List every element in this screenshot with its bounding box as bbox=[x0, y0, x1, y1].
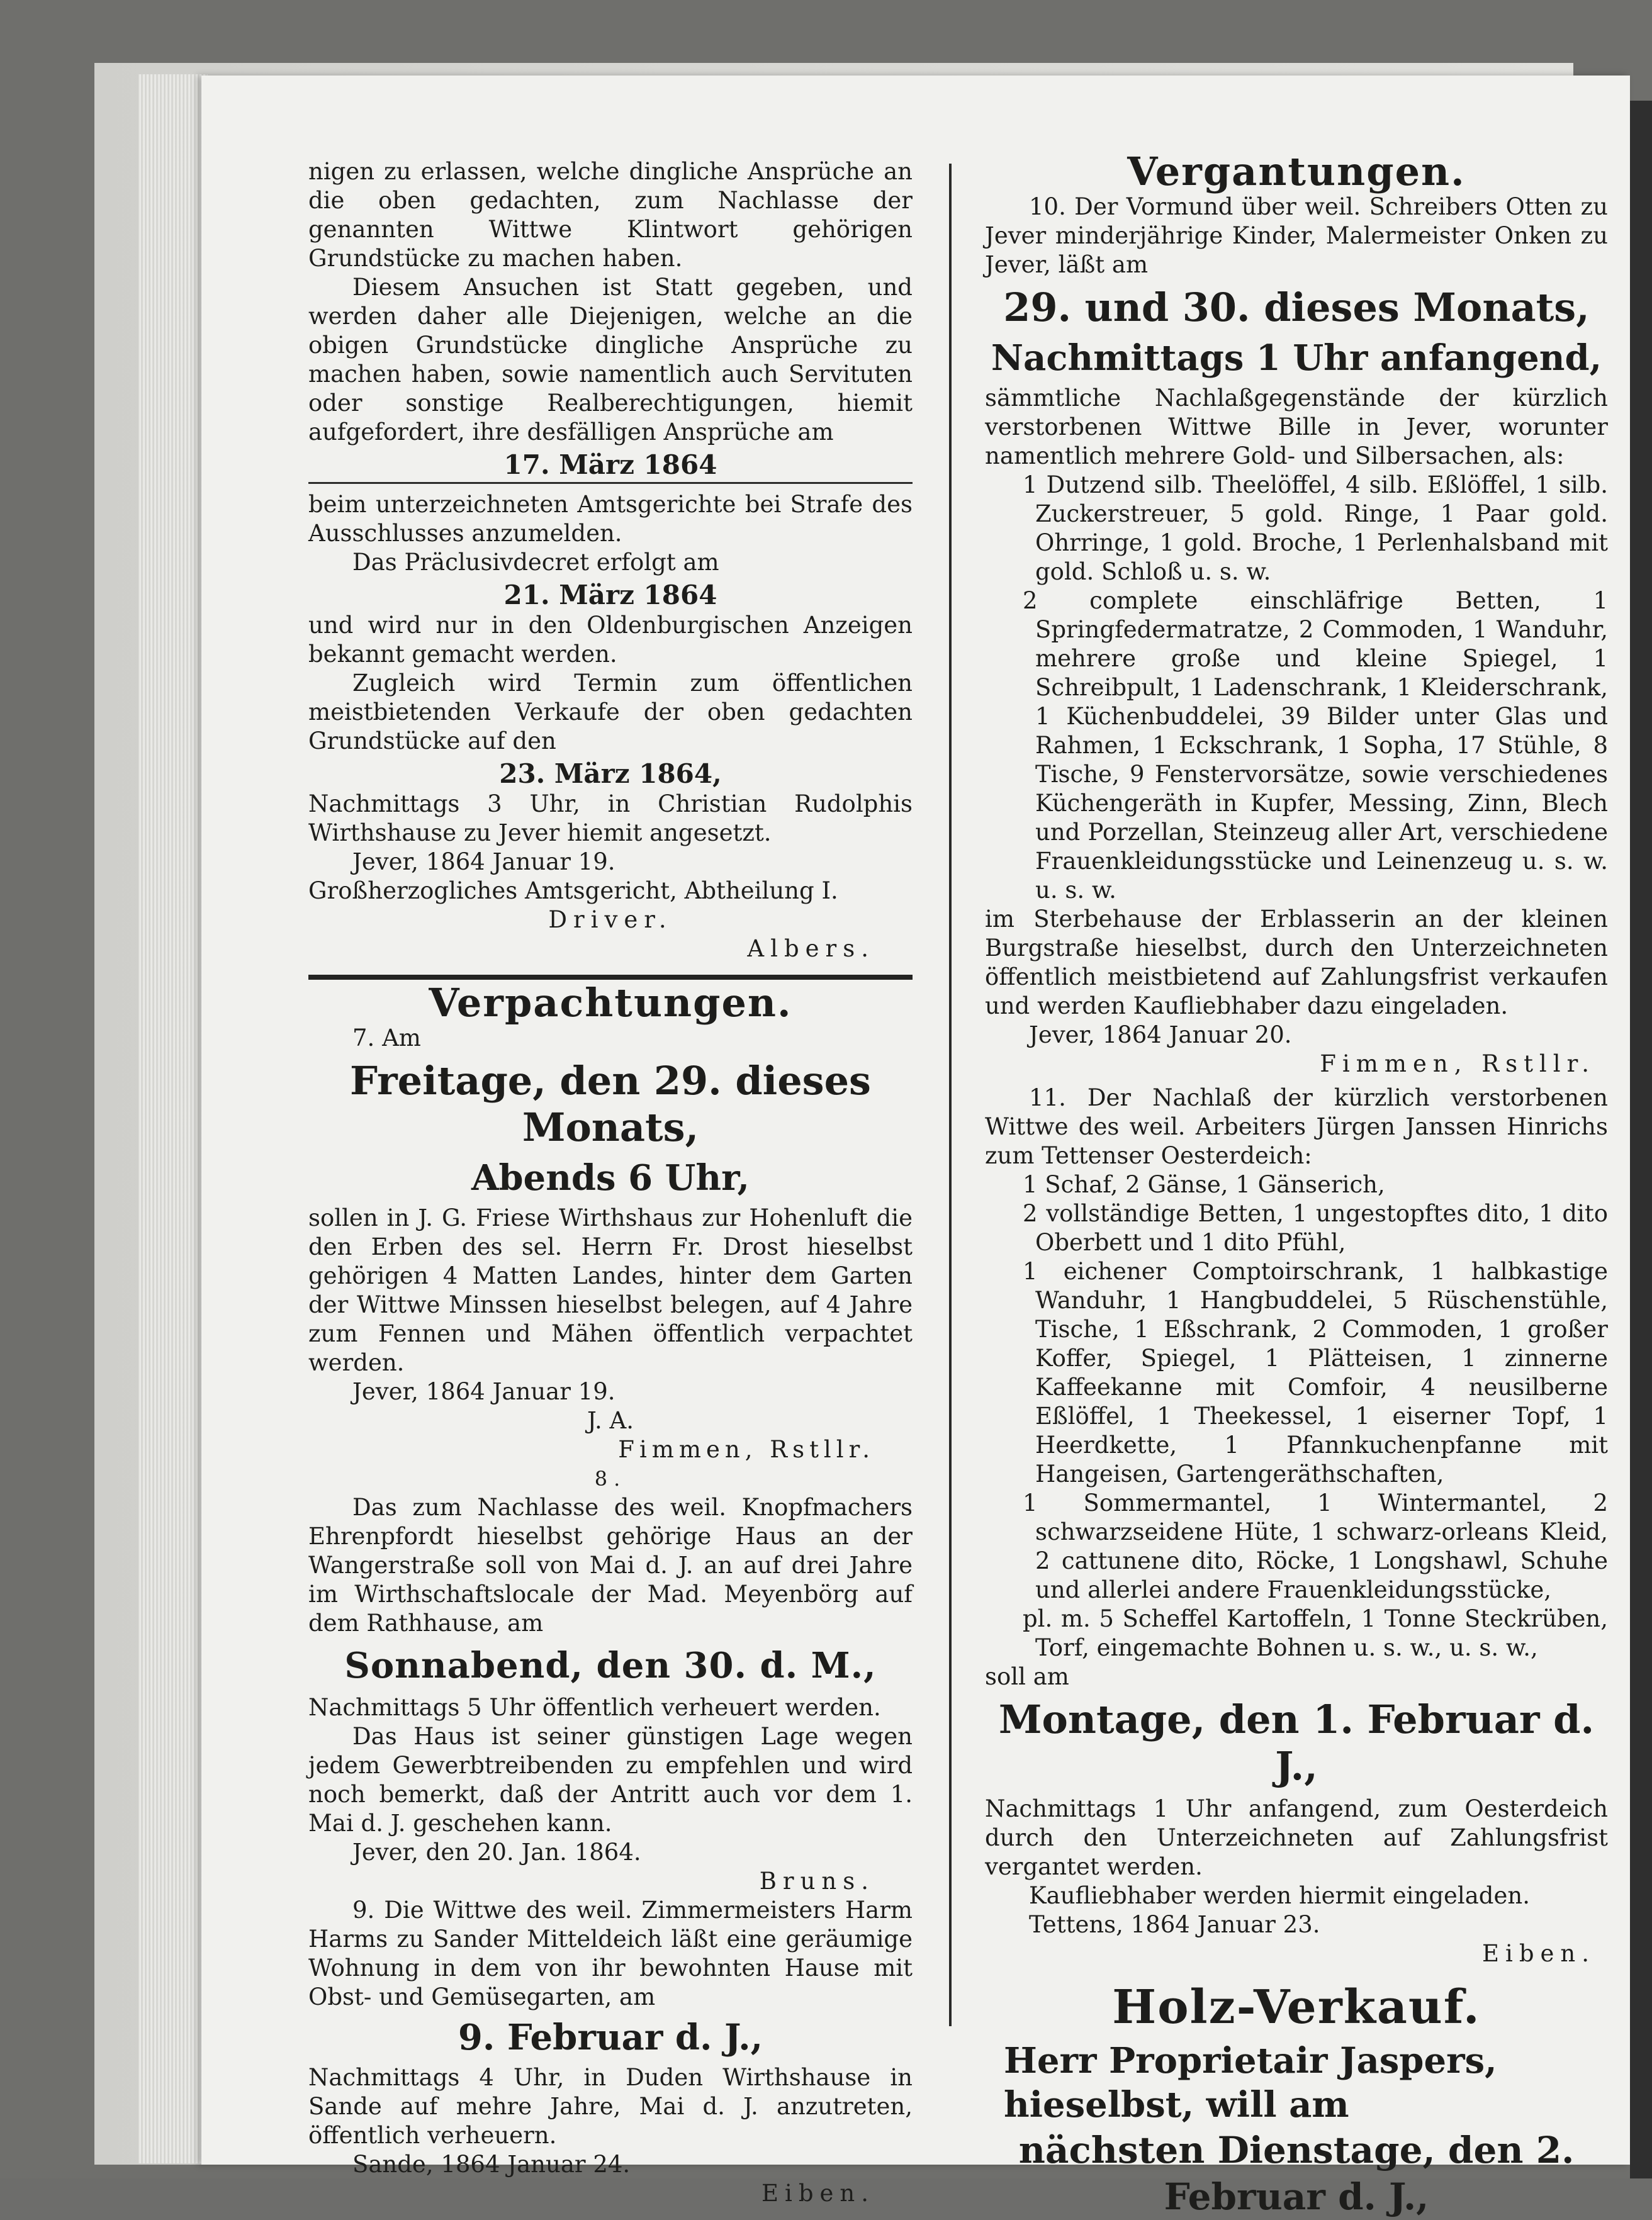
notice-9-text: 9. Die Wittwe des weil. Zimmermeisters Harm Harms zu Sander Mitteldeich läßt eine geräumige Wohnung in dem von ihr bewohnten Hause mit Obst- und Gemüsegarten, am bbox=[308, 1897, 913, 2010]
notice-7-place-date: Jever, 1864 Januar 19. bbox=[352, 1378, 615, 1405]
notice-8-number: 8. bbox=[594, 1467, 627, 1491]
notice-9-headline: 9. Februar d. J., bbox=[458, 2017, 763, 2058]
notice-7-ia: J. A. bbox=[587, 1407, 634, 1434]
holz-verkauf-date: nächsten Dienstage, den 2. bbox=[1018, 2129, 1575, 2172]
left-column bbox=[308, 157, 913, 2208]
notice-11-text: 11. Der Nachlaß der kürzlich verstorbenen Wittwe des weil. Arbeiters Jürgen Janssen Hinrichs zum Tettenser Oesterdeich: bbox=[985, 1084, 1608, 1169]
notice-11-soll-am: soll am bbox=[985, 1663, 1069, 1690]
date-line-2: 21. März 1864 bbox=[503, 580, 717, 610]
signature-driver: Driver. bbox=[548, 906, 673, 933]
notice-10-time: Nachmittags 1 Uhr anfangend, bbox=[991, 337, 1602, 379]
court-name: Großherzogliches Amtsgericht, Abtheilung I. bbox=[308, 877, 838, 904]
scan-right-border bbox=[1630, 101, 1652, 2178]
notice-8-text: Das zum Nachlasse des weil. Knopfmachers Ehrenpfordt hieselbst gehörige Haus an der Wangerstraße soll von Mai d. J. an auf drei Jahre im Wirthschaftslocale der Mad. Meyenbörg auf dem Rathhause, am bbox=[308, 1494, 913, 1637]
list-item: pl. m. 5 Scheffel Kartoffeln, 1 Tonne Steckrüben, Torf, eingemachte Bohnen u. s. w., u. s. w., bbox=[1023, 1605, 1608, 1661]
section-title-verpachtungen: Verpachtungen. bbox=[429, 980, 792, 1026]
paragraph-publish: und wird nur in den Oldenburgischen Anzeigen bekannt gemacht werden. bbox=[308, 612, 913, 668]
intro-paragraph-1: nigen zu erlassen, welche dingliche Ansprüche an die oben gedachten, zum Nachlasse der genannten Wittwe Klintwort gehörigen Grundstücke zu machen haben. bbox=[308, 158, 913, 272]
notice-7-time: Abends 6 Uhr, bbox=[471, 1157, 750, 1199]
notice-10-signature: Fimmen, Rstllr. bbox=[1320, 1050, 1595, 1077]
notice-10-location: im Sterbehause der Erblasserin an der kleinen Burgstraße hieselbst, durch den Unterzeichneten öffentlich meistbietend auf Zahlungsfrist verkaufen und werden Kaufliebhaber dazu eingeladen. bbox=[985, 905, 1608, 1019]
holz-verkauf-text: Herr Proprietair Jaspers, hieselbst, will am bbox=[1004, 2040, 1497, 2126]
paragraph-time-place: Nachmittags 3 Uhr, in Christian Rudolphis Wirthshause zu Jever hiemit angesetzt. bbox=[308, 790, 913, 846]
notice-10-place-date: Jever, 1864 Januar 20. bbox=[1029, 1021, 1292, 1048]
notice-10-intro: sämmtliche Nachlaßgegenstände der kürzlich verstorbenen Wittwe Bille in Jever, worunter namentlich mehrere Gold- und Silbersachen, als: bbox=[985, 384, 1608, 469]
section-divider bbox=[308, 975, 913, 980]
list-item: 1 eichener Comptoirschrank, 1 halbkastige Wanduhr, 1 Hangbuddelei, 5 Rüschenstühle, Tische, 1 Eßschrank, 2 Commoden, 1 großer Koffer, Spiegel, 1 Plätteisen, 1 zinnerne Kaffeekanne mit Comfoir, 4 neusilberne Eßlöffel, 1 Theekessel, 1 eiserner Topf, 1 Heerdkette, 1 Pfannkuchenpfanne mit Hangeisen, Gartengeräthschaften, bbox=[1023, 1258, 1608, 1488]
date-line-1: 17. März 1864 bbox=[503, 449, 717, 480]
notice-11-invitation: Kaufliebhaber werden hiermit eingeladen. bbox=[1029, 1882, 1530, 1909]
list-item: 1 Dutzend silb. Theelöffel, 4 silb. Eßlöffel, 1 silb. Zuckerstreuer, 5 gold. Ringe, 1 Paar gold. Ohrringe, 1 gold. Broche, 1 Perlenhalsband mit gold. Schloß u. s. w. bbox=[1023, 471, 1608, 585]
notice-8-time: Nachmittags 5 Uhr öffentlich verheuert werden. bbox=[308, 1694, 881, 1721]
notice-11-signature: Eiben. bbox=[1481, 1940, 1595, 1967]
notice-8-recommendation: Das Haus ist seiner günstigen Lage wegen jedem Gewerbtreibenden zu empfehlen und wird noch bemerkt, daß der Antritt auch vor dem 1. Mai d. J. geschehen kann. bbox=[308, 1723, 913, 1837]
notice-11-headline: Montage, den 1. Februar d. J., bbox=[998, 1696, 1595, 1789]
notice-10-items bbox=[985, 471, 1608, 905]
notice-8-headline: Sonnabend, den 30. d. M., bbox=[344, 1645, 877, 1686]
list-item: 1 Sommermantel, 1 Wintermantel, 2 schwarzseidene Hüte, 1 schwarz-orleans Kleid, 2 cattunene dito, Röcke, 1 Longshawl, Schuhe und allerlei andere Frauenkleidungsstücke, bbox=[1023, 1489, 1608, 1603]
section-title-vergantungen: Vergantungen. bbox=[1127, 149, 1466, 194]
column-rule bbox=[949, 164, 952, 2026]
paragraph-register: beim unterzeichneten Amtsgerichte bei Strafe des Ausschlusses anzumelden. bbox=[308, 491, 913, 547]
date-line-3: 23. März 1864, bbox=[499, 758, 722, 789]
page-stack-edge bbox=[138, 74, 208, 2163]
paragraph-auction-term: Zugleich wird Termin zum öffentlichen meistbietenden Verkaufe der oben gedachten Grundstücke auf den bbox=[308, 670, 913, 754]
list-item: 1 Schaf, 2 Gänse, 1 Gänserich, bbox=[1023, 1171, 1385, 1198]
notice-7-signature: Fimmen, Rstllr. bbox=[618, 1436, 875, 1463]
notice-7-number: 7. Am bbox=[352, 1024, 421, 1051]
notice-8-place-date: Jever, den 20. Jan. 1864. bbox=[352, 1839, 641, 1866]
notice-10-text: 10. Der Vormund über weil. Schreibers Otten zu Jever minderjährige Kinder, Malermeister Onken zu Jever, läßt am bbox=[985, 193, 1608, 278]
notice-9-time: Nachmittags 4 Uhr, in Duden Wirthshause in Sande auf mehre Jahre, Mai d. J. anzutreten, öffentlich verheuern. bbox=[308, 2064, 913, 2149]
place-date-1: Jever, 1864 Januar 19. bbox=[352, 848, 615, 875]
signature-albers: Albers. bbox=[747, 935, 875, 962]
right-column bbox=[985, 149, 1608, 2220]
notice-11-items bbox=[985, 1170, 1608, 1662]
notice-9-place-date: Sande, 1864 Januar 24. bbox=[352, 2151, 631, 2178]
notice-9-signature: Eiben. bbox=[761, 2180, 875, 2207]
holz-verkauf-month: Februar d. J., bbox=[1164, 2175, 1429, 2218]
notice-7-text: sollen in J. G. Friese Wirthshaus zur Hohenluft die den Erben des sel. Herrn Fr. Drost hieselbst gehörigen 4 Matten Landes, hinter dem Garten der Wittwe Minssen hieselbst belegen, auf 4 Jahre zum Fennen und Mähen öffentlich verpachtet werden. bbox=[308, 1204, 913, 1376]
thin-rule bbox=[308, 482, 913, 484]
intro-paragraph-2: Diesem Ansuchen ist Statt gegeben, und werden daher alle Diejenigen, welche an die obigen Grundstücke dingliche Ansprüche zu machen haben, sowie namentlich auch Servituten oder sonstige Realberechtigungen, hiemit aufgefordert, ihre desfälligen Ansprüche am bbox=[308, 274, 913, 446]
notice-8-signature: Bruns. bbox=[759, 1868, 875, 1895]
notice-11-time: Nachmittags 1 Uhr anfangend, zum Oesterdeich durch den Unterzeichneten auf Zahlungsfrist vergantet werden. bbox=[985, 1795, 1608, 1880]
notice-10-headline: 29. und 30. dieses Monats, bbox=[1003, 284, 1590, 330]
paragraph-preclusion: Das Präclusivdecret erfolgt am bbox=[352, 549, 719, 576]
notice-7-headline: Freitage, den 29. dieses Monats, bbox=[350, 1058, 871, 1150]
list-item: 2 vollständige Betten, 1 ungestopftes dito, 1 dito Oberbett und 1 dito Pfühl, bbox=[1023, 1200, 1608, 1256]
notice-11-place-date: Tettens, 1864 Januar 23. bbox=[1029, 1911, 1320, 1938]
list-item: 2 complete einschläfrige Betten, 1 Springfedermatratze, 2 Commoden, 1 Wanduhr, mehrere große und kleine Spiegel, 1 Schreibpult, 1 Ladenschrank, 1 Kleiderschrank, 1 Küchenbuddelei, 39 Bilder unter Glas und Rahmen, 1 Eckschrank, 1 Sopha, 17 Stühle, 8 Tische, 9 Fenstervorsätze, sowie verschiedenes Küchengeräth in Kupfer, Messing, Zinn, Blech und Porzellan, Steinzeug aller Art, verschiedene Frauenkleidungsstücke und Leinenzeug u. s. w. u. s. w. bbox=[1023, 587, 1608, 904]
holz-verkauf-headline: Holz-Verkauf. bbox=[1112, 1980, 1481, 2034]
